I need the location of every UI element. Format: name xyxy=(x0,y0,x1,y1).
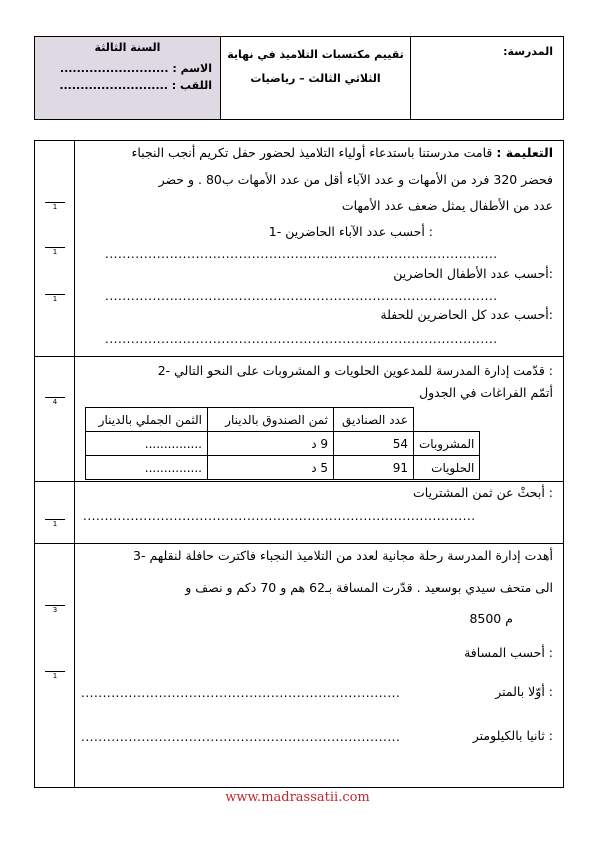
col-box-price-header: ثمن الصندوق بالدينار xyxy=(208,408,334,432)
answer-line[interactable]: .......................................................................... xyxy=(81,730,401,744)
table-row xyxy=(86,432,480,456)
grade-mark: 4 xyxy=(45,388,65,407)
q3-meters: أوّلا بالمتر : xyxy=(495,684,553,699)
q3-line1: 3- أهدت إدارة المدرسة رحلة مجانية لعدد من التلاميذ النجباء فاكترت حافلة لنقلهم xyxy=(133,548,553,563)
grade-column xyxy=(35,141,75,787)
total-cell[interactable]: ............... xyxy=(86,456,208,480)
answer-line[interactable]: ........................................................................................... xyxy=(83,509,476,523)
instruction-line2: فحضر 320 فرد من الأمهات و عدد الآباء أقل من عدد الأمهات ب80 . و حضر xyxy=(158,172,553,187)
q1-c: أحسب عدد كل الحاضرين للحفلة: xyxy=(380,307,553,322)
price-table xyxy=(85,407,480,480)
item-cell: الحلويات xyxy=(414,456,480,480)
q2-fill: أتمّم الفراغات في الجدول xyxy=(419,385,553,400)
table-header-row xyxy=(86,408,480,432)
q2-search: أبحثْ عن ثمن المشتريات : xyxy=(413,485,553,500)
table-row xyxy=(86,456,480,480)
grade-mark: 1 xyxy=(45,510,65,529)
col-total-header: الثمن الجملي بالدينار xyxy=(86,408,208,432)
exam-title-line2: الثلاثي الثالث – رياضيات xyxy=(250,72,381,85)
answer-line[interactable]: ........................................................................................... xyxy=(105,247,498,261)
grade-mark: 1 xyxy=(45,193,65,212)
instruction-line1: التعليمة : قامت مدرستنا باستدعاء أولياء التلاميذ لحضور حفل تكريم أنجب النجباء xyxy=(131,145,553,160)
school-cell xyxy=(410,37,563,119)
exam-title-cell xyxy=(220,37,410,119)
grade-mark: 1 xyxy=(45,662,65,681)
instruction-label: التعليمة : xyxy=(496,145,553,160)
exam-header xyxy=(34,36,564,120)
price-cell: 9 د xyxy=(208,432,334,456)
q2-intro: 2- قدّمت إدارة المدرسة للمدعوين الحلويات و المشروبات على النحو التالي : xyxy=(157,363,553,378)
q3-compute: أحسب المسافة : xyxy=(464,645,553,660)
answer-line[interactable]: .......................................................................... xyxy=(81,686,401,700)
name-field[interactable]: الاسم : .......................... xyxy=(59,62,212,75)
q1-b: أحسب عدد الأطفال الحاضرين: xyxy=(393,266,553,281)
q3-km: ثانيا بالكيلومتر : xyxy=(472,728,553,743)
exam-title-line1: تقييم مكتسبات التلاميذ في نهاية xyxy=(227,48,404,61)
item-cell: المشروبات xyxy=(414,432,480,456)
q1-a: 1- أحسب عدد الآباء الحاضرين : xyxy=(268,224,433,239)
answer-line[interactable]: ........................................................................................... xyxy=(105,332,498,346)
price-cell: 5 د xyxy=(208,456,334,480)
section-divider xyxy=(35,543,563,544)
year-label: السنة الثالثة xyxy=(94,41,161,54)
student-info-cell xyxy=(35,37,220,119)
q3-line3: 8500 م xyxy=(469,611,513,626)
answer-line[interactable]: ........................................................................................... xyxy=(105,289,498,303)
col-count-header: عدد الصناديق xyxy=(334,408,414,432)
school-label: المدرسة: xyxy=(503,45,553,58)
grade-mark: 1 xyxy=(45,238,65,257)
surname-field[interactable]: اللقب : .......................... xyxy=(59,79,212,92)
exercise-box xyxy=(34,140,564,788)
count-cell: 54 xyxy=(334,432,414,456)
grade-mark: 3 xyxy=(45,596,65,615)
table-corner xyxy=(414,408,480,432)
count-cell: 91 xyxy=(334,456,414,480)
grade-mark: 1 xyxy=(45,285,65,304)
section-divider xyxy=(35,481,563,482)
section-divider xyxy=(35,356,563,357)
q3-line2: الى متحف سيدي بوسعيد . قدّرت المسافة بـ62 هم و 70 دكم و نصف و xyxy=(185,580,553,595)
total-cell[interactable]: ............... xyxy=(86,432,208,456)
footer-url[interactable]: www.madrassatii.com xyxy=(225,790,370,805)
instruction-line3: عدد من الأطفال يمثل ضعف عدد الأمهات xyxy=(341,198,553,213)
